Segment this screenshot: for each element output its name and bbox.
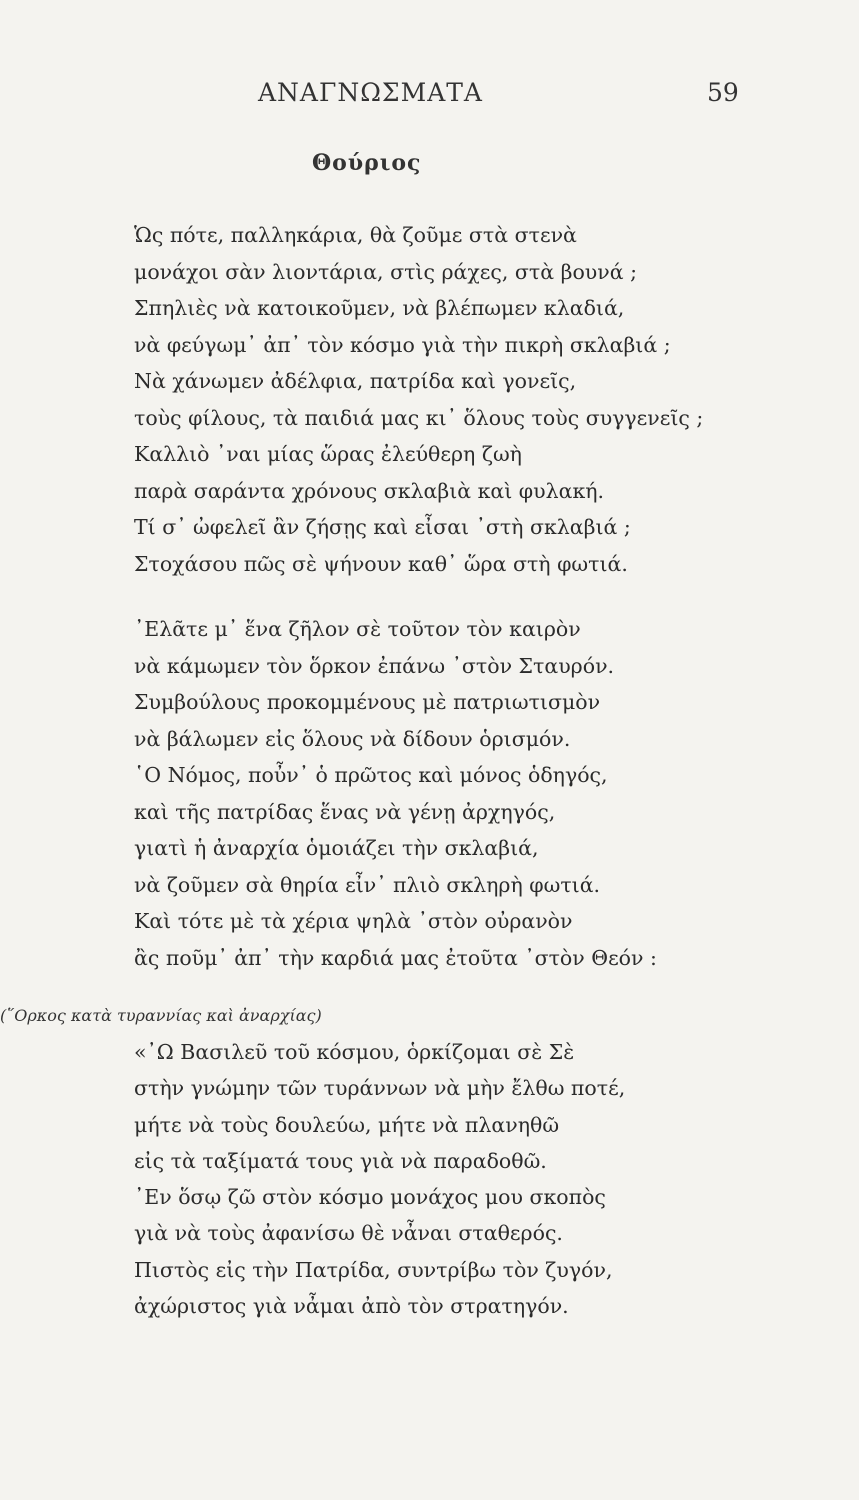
- poem-line: ᾿Εν ὅσῳ ζῶ στὸν κόσμο μονάχος μου σκοπὸς: [134, 1185, 606, 1210]
- poem-title: Θούριος: [312, 150, 422, 176]
- poem-line: Ὡς πότε, παλληκάρια, θὰ ζοῦμε στὰ στενὰ: [134, 223, 577, 247]
- poem-line: μονάχοι σὰν λιοντάρια, στὶς ράχες, στὰ βουνά ;: [134, 259, 637, 284]
- page-number: 59: [707, 78, 739, 107]
- poem-line: Συμβούλους προκομμένους μὲ πατριωτισμὸν: [134, 690, 601, 714]
- poem-line: ᾿Ελᾶτε μ᾿ ἕνα ζῆλον σὲ τοῦτον τὸν καιρὸν: [134, 617, 581, 641]
- stanza-3-oath: [134, 1034, 734, 1324]
- poem-line: νὰ ζοῦμεν σὰ θηρία εἶν᾿ πλιὸ σκληρὴ φωτιά.: [134, 872, 601, 897]
- stanza-1: [134, 217, 734, 582]
- poem-line: ῾Ο Νόμος, ποὖν᾿ ὁ πρῶτος καὶ μόνος ὁδηγός,: [134, 763, 608, 787]
- poem-line: Σπηλιὲς νὰ κατοικοῦμεν, νὰ βλέπωμεν κλαδιά,: [134, 296, 625, 320]
- poem-line: Στοχάσου πῶς σὲ ψήνουν καθ᾿ ὥρα στὴ φωτιά.: [134, 551, 628, 576]
- poem-line: Τί σ᾿ ὠφελεῖ ἂν ζήσῃς καὶ εἶσαι ᾿στὴ σκλαβιά ;: [134, 515, 631, 539]
- poem-line: Νὰ χάνωμεν ἀδέλφια, πατρίδα καὶ γονεῖς,: [134, 369, 577, 393]
- poem-line: τοὺς φίλους, τὰ παιδιά μας κι᾿ ὅλους τοὺς συγγενεῖς ;: [134, 405, 704, 430]
- poem-line: Πιστὸς εἰς τὴν Πατρίδα, συντρίβω τὸν ζυγόν,: [134, 1257, 613, 1282]
- running-head-title: ΑΝΑΓΝΩΣΜΑΤΑ: [258, 78, 483, 107]
- poem-line: γιὰ νὰ τοὺς ἀφανίσω θὲ νἆναι σταθερός.: [134, 1221, 563, 1246]
- poem-line: μήτε νὰ τοὺς δουλεύω, μήτε νὰ πλανηθῶ: [134, 1112, 560, 1137]
- poem-line: στὴν γνώμην τῶν τυράννων νὰ μὴν ἔλθω ποτέ,: [134, 1076, 626, 1101]
- poem-line: εἰς τὰ ταξίματά τους γιὰ νὰ παραδοθῶ.: [134, 1148, 547, 1173]
- poem-line: «᾿Ω Βασιλεῦ τοῦ κόσμου, ὁρκίζομαι σὲ Σὲ: [134, 1040, 575, 1064]
- poem-line: παρὰ σαράντα χρόνους σκλαβιὰ καὶ φυλακή.: [134, 478, 605, 503]
- poem-line: γιατὶ ἡ ἀναρχία ὁμοιάζει τὴν σκλαβιά,: [134, 836, 539, 860]
- poem-line: ἀχώριστος γιὰ νἆμαι ἀπὸ τὸν στρατηγόν.: [134, 1294, 569, 1319]
- poem-line: καὶ τῆς πατρίδας ἕνας νὰ γένῃ ἀρχηγός,: [134, 799, 556, 824]
- poem-line: νὰ φεύγωμ᾿ ἀπ᾿ τὸν κόσμο γιὰ τὴν πικρὴ σκλαβιά ;: [134, 332, 671, 357]
- poem-line: Καλλιὸ ᾿ναι μίας ὥρας ἐλεύθερη ζωὴ: [134, 442, 522, 466]
- poem-line: ἂς ποῦμ᾿ ἀπ᾿ τὴν καρδιά μας ἐτοῦτα ᾿στὸν Θεόν :: [134, 945, 657, 970]
- oath-heading-note: (῞Ορκος κατὰ τυραννίας καὶ ἀναρχίας): [0, 1006, 322, 1025]
- poem-line: Καὶ τότε μὲ τὰ χέρια ψηλὰ ᾿στὸν οὐρανὸν: [134, 909, 573, 933]
- poem-line: νὰ κάμωμεν τὸν ὅρκον ἐπάνω ᾿στὸν Σταυρόν.: [134, 653, 615, 678]
- poem-line: νὰ βάλωμεν εἰς ὅλους νὰ δίδουν ὁρισμόν.: [134, 726, 571, 751]
- stanza-2: [134, 611, 734, 976]
